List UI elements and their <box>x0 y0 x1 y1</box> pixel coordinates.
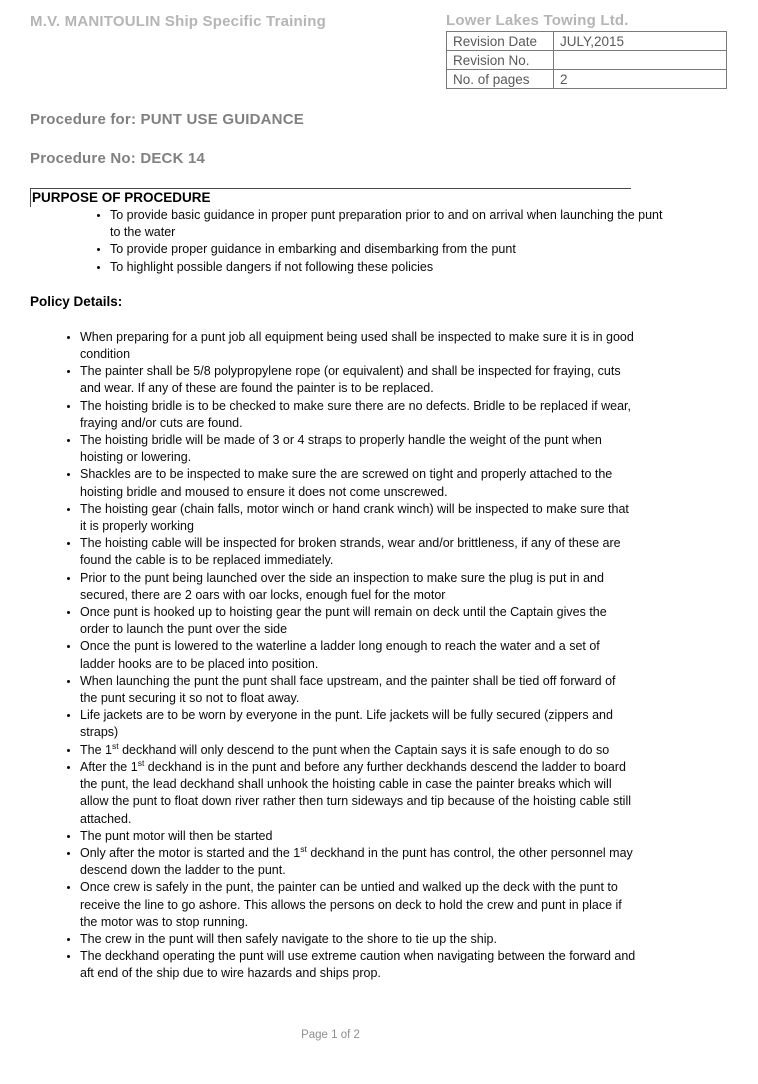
revision-no-label: Revision No. <box>447 51 554 70</box>
header-right-block <box>446 12 726 89</box>
list-item: • The deckhand operating the punt will use extreme caution when navigating between the forward and aft end of the ship due to wire hazards and ships prop. <box>80 948 636 982</box>
revision-date-label: Revision Date <box>447 32 554 51</box>
list-item: • Prior to the punt being launched over the side an inspection to make sure the plug is put in and secured, there are 2 oars with oar locks, enough fuel for the motor <box>80 570 636 604</box>
table-row <box>447 70 727 89</box>
list-item: • Once crew is safely in the punt, the painter can be untied and walked up the deck with the punt to receive the line to go ashore. This allows the persons on deck to hold the crew and punt in place if the motor was to stop running. <box>80 879 636 931</box>
list-item: • When preparing for a punt job all equipment being used shall be inspected to make sure it is in good condition <box>80 329 636 363</box>
list-item: • The hoisting bridle is to be checked to make sure there are no defects. Bridle to be replaced if wear, fraying and/or cuts are found. <box>80 398 636 432</box>
revision-no-value <box>554 51 727 70</box>
list-item: • The crew in the punt will then safely navigate to the shore to tie up the ship. <box>80 931 636 948</box>
list-item: • When launching the punt the punt shall face upstream, and the painter shall be tied off forward of the punt securing it so not to float away. <box>80 673 636 707</box>
list-item: • Life jackets are to be worn by everyone in the punt. Life jackets will be fully secured (zippers and straps) <box>80 707 636 741</box>
company-title: Lower Lakes Towing Ltd. <box>446 12 629 29</box>
list-item: • The 1st deckhand will only descend to the punt when the Captain says it is safe enough to do so <box>80 742 636 759</box>
revision-table <box>446 31 727 89</box>
table-row <box>447 51 727 70</box>
list-item: • To provide basic guidance in proper punt preparation prior to and on arrival when launching the punt to the water <box>110 207 666 241</box>
procedure-for: Procedure for: PUNT USE GUIDANCE <box>30 111 304 128</box>
procedure-no: Procedure No: DECK 14 <box>30 150 206 167</box>
no-of-pages-value: 2 <box>554 70 727 89</box>
purpose-section <box>30 188 663 276</box>
list-item: • To provide proper guidance in embarking and disembarking from the punt <box>110 241 666 258</box>
list-item: • The punt motor will then be started <box>80 828 636 845</box>
list-item: • The hoisting bridle will be made of 3 or 4 straps to properly handle the weight of the punt when hoisting or lowering. <box>80 432 636 466</box>
page-number-footer: Page 1 of 2 <box>301 1029 360 1041</box>
policy-heading: Policy Details: <box>30 293 123 309</box>
purpose-list <box>60 207 666 276</box>
no-of-pages-label: No. of pages <box>447 70 554 89</box>
list-item: • The painter shall be 5/8 polypropylene rope (or equivalent) and shall be inspected for fraying, cuts and wear. If any of these are found the painter is to be replaced. <box>80 363 636 397</box>
purpose-heading: PURPOSE OF PROCEDURE <box>30 188 631 207</box>
list-item: • Once punt is hooked up to hoisting gear the punt will remain on deck until the Captain gives the order to launch the punt over the side <box>80 604 636 638</box>
policy-list <box>30 329 636 983</box>
list-item: • After the 1st deckhand is in the punt and before any further deckhands descend the ladder to board the punt, the lead deckhand shall unhook the hoisting cable in case the painter breaks which will allow the punt to float down river rather then turn sideways and tip because of the hoisting cable still attached. <box>80 759 636 828</box>
list-item: • Once the punt is lowered to the waterline a ladder long enough to reach the water and a set of ladder hooks are to be placed into position. <box>80 638 636 672</box>
list-item: • Only after the motor is started and the 1st deckhand in the punt has control, the other personnel may descend down the ladder to the punt. <box>80 845 636 879</box>
procedure-meta <box>30 110 758 168</box>
list-item: • The hoisting gear (chain falls, motor winch or hand crank winch) will be inspected to make sure that it is properly working <box>80 501 636 535</box>
document-title: M.V. MANITOULIN Ship Specific Training <box>30 13 326 30</box>
table-row <box>447 32 727 51</box>
list-item: • To highlight possible dangers if not following these policies <box>110 259 666 276</box>
list-item: • The hoisting cable will be inspected for broken strands, wear and/or brittleness, if any of these are found the cable is to be replaced immediately. <box>80 535 636 569</box>
page-header <box>0 0 758 89</box>
revision-date-value: JULY,2015 <box>554 32 727 51</box>
list-item: • Shackles are to be inspected to make sure the are screwed on tight and properly attached to the hoisting bridle and moused to ensure it does not come unscrewed. <box>80 466 636 500</box>
